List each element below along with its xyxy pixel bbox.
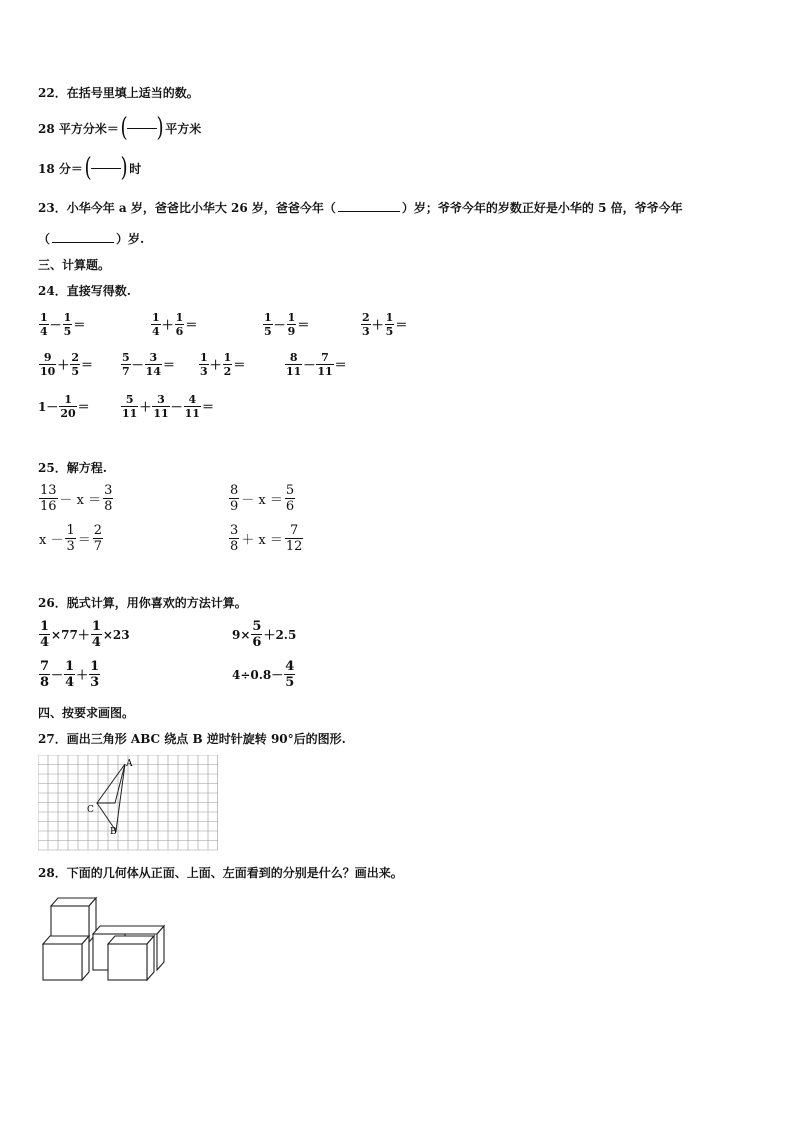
numerator: 9 [43,351,52,364]
fraction [284,660,295,689]
cube-top-face [51,898,96,906]
numerator: 2 [93,523,103,538]
q25-equation-4 [228,524,304,553]
fraction [285,524,304,553]
q25-equation-3 [38,524,104,553]
numerator: 5 [285,483,295,498]
q26-expression-1 [38,620,130,649]
q23-part3-close: ）岁. [116,232,145,246]
fraction [361,312,371,337]
denominator: 11 [122,407,138,420]
numerator: 2 [71,351,79,364]
fraction [285,352,302,377]
operator: － [49,318,62,332]
numerator: 1 [223,351,232,364]
fraction [175,312,185,337]
operator: － [303,358,316,372]
operator: － [131,358,144,372]
numerator: 1 [264,311,272,324]
q22-line2-right: 时 [129,161,142,176]
numerator: 7 [40,659,50,674]
equation-middle: － x ＝ [59,493,102,508]
fraction [385,312,395,337]
denominator: 5 [71,365,79,378]
numerator: 1 [200,351,208,364]
equals-sign: ＝ [201,400,214,414]
fraction [39,352,56,377]
denominator: 11 [286,365,302,378]
q24-item-8 [284,352,347,377]
numerator: 8 [230,483,239,498]
equals-sign: ＝ [185,318,198,332]
numerator: 5 [125,393,134,406]
numerator: 3 [104,483,113,498]
fraction [39,660,50,689]
equals-sign: ＝ [297,318,310,332]
numerator: 8 [289,351,298,364]
denominator: 10 [40,365,56,378]
fraction [251,620,262,649]
numerator: 1 [287,311,296,324]
numerator: 4 [285,659,295,674]
fraction [103,484,113,513]
cube-front-face [108,944,147,980]
equals-sign: ＝ [77,400,90,414]
operator: － [170,400,183,414]
cube-top-face [93,926,164,934]
operator: ＋ [161,318,174,332]
q28-title: 28．下面的几何体从正面、上面、左面看到的分别是什么？画出来。 [38,866,403,880]
operator: － [51,668,64,682]
rotation-grid-figure[interactable] [38,755,218,851]
numerator: 4 [188,393,197,406]
numerator: 1 [66,523,75,538]
numerator: 5 [252,619,262,634]
fraction [65,524,75,553]
q23-part1: 23．小华今年 a 岁，爸爸比小华大 26 岁，爸爸今年（ [38,201,336,215]
fraction [121,394,138,419]
cube-side-face [147,936,154,980]
q23-line2 [38,230,144,247]
numerator: 5 [122,351,130,364]
fraction [59,394,76,419]
denominator: 4 [91,635,101,650]
operator: － [273,318,286,332]
denominator: 4 [152,325,160,338]
q26-expression-3 [38,660,101,689]
fraction [89,660,100,689]
denominator: 2 [223,365,232,378]
numerator: 1 [40,619,50,634]
numerator: 1 [65,659,75,674]
fraction [39,484,58,513]
fraction [70,352,80,377]
denominator: 11 [153,407,169,420]
q23-part2: ）岁；爷爷今年的岁数正好是小华的 5 倍，爷爷今年 [401,201,683,215]
equals-sign: ＝ [73,318,86,332]
denominator: 3 [362,325,370,338]
q23-part3-open: （ [38,232,51,246]
fraction [263,312,273,337]
denominator: 8 [104,499,113,514]
label-a: A [126,759,133,769]
fraction [287,312,297,337]
answer-blank[interactable] [338,200,400,212]
q26-expression-2 [232,620,296,649]
operator: ＋ [371,318,384,332]
q22-line1-left: 28 平方分米＝ [38,121,119,136]
denominator: 5 [264,325,272,338]
denominator: 5 [285,675,295,690]
denominator: 8 [230,539,239,554]
equation-middle: － x ＝ [241,493,283,508]
numerator: 7 [290,523,299,538]
equals-sign: ＝ [162,358,175,372]
denominator: 7 [93,539,103,554]
q22-line1-right: 平方米 [165,121,202,136]
denominator: 12 [285,539,303,554]
q22-line1 [38,115,201,141]
fraction [93,524,103,553]
denominator: 11 [317,365,333,378]
denominator: 4 [40,325,48,338]
fraction [91,620,102,649]
denominator: 11 [184,407,200,420]
equals-sign: ＝ [334,358,347,372]
q26-title: 26．脱式计算，用你喜欢的方法计算。 [38,596,247,610]
operator: ＋ [139,400,152,414]
q25-equation-1 [38,484,114,513]
numerator: 1 [90,659,100,674]
answer-blank[interactable] [52,231,114,243]
q22-line2 [38,155,141,181]
cube-stack-figure [38,892,168,984]
label-b: B [110,827,117,837]
equation-middle: ＋ x ＝ [241,533,283,548]
denominator: 6 [285,499,295,514]
expr-middle: ×77＋ [51,628,90,642]
operator: ＋ [209,358,222,372]
numerator: 3 [230,523,239,538]
equals-sign: ＝ [233,358,246,372]
fraction [316,352,333,377]
denominator: 14 [145,365,161,378]
cube-front-face [43,944,82,980]
numerator: 1 [91,619,101,634]
q24-item-10 [120,394,214,419]
equals-sign: ＝ [80,358,93,372]
answer-blank[interactable]: ( ) [84,153,128,183]
fraction [229,484,239,513]
answer-blank[interactable]: ( ) [120,113,164,143]
equals-sign: ＝ [395,318,408,332]
denominator: 9 [230,499,239,514]
fraction [285,484,295,513]
cube-side-face [82,936,89,980]
fraction [39,620,50,649]
q24-item-6 [120,352,175,377]
denominator: 3 [200,365,208,378]
fraction [223,352,233,377]
q24-item-2 [150,312,197,337]
fraction [229,524,239,553]
q25-title: 25．解方程. [38,461,107,475]
cube-top-face [108,936,154,944]
denominator: 5 [385,325,394,338]
expr-tail: ×23 [102,627,130,642]
fraction [39,312,49,337]
q25-equation-2 [228,484,296,513]
numerator: 1 [175,311,184,324]
operator: ＋ [57,358,70,372]
label-c: C [87,805,94,815]
numerator: 1 [64,393,72,406]
q24-item-1 [38,312,85,337]
fraction [184,394,201,419]
expr-lead: 1－ [38,400,59,414]
numerator: 1 [152,311,160,324]
q24-item-7 [198,352,245,377]
fraction [199,352,209,377]
fraction [63,312,73,337]
q22-line2-left: 18 分＝ [38,161,83,176]
denominator: 7 [122,365,130,378]
denominator: 4 [65,675,75,690]
section-4-heading: 四、按要求画图。 [38,706,135,720]
numerator: 1 [385,311,394,324]
denominator: 3 [66,539,75,554]
q22-title: 22．在括号里填上适当的数。 [38,86,199,100]
denominator: 3 [90,675,100,690]
cube-top-face [43,936,89,944]
q24-item-3 [262,312,309,337]
q24-item-9 [38,394,90,419]
denominator: 20 [60,407,76,420]
fraction [151,312,161,337]
denominator: 8 [40,675,50,690]
fraction [152,394,169,419]
numerator: 2 [362,311,370,324]
equation-middle: ＝ [77,533,91,548]
q27-title: 27．画出三角形 ABC 绕点 B 逆时针旋转 90°后的图形. [38,732,346,746]
fraction [121,352,131,377]
fraction [145,352,162,377]
expr-lead: 4÷0.8－ [232,668,284,682]
grid-lines [38,755,218,850]
numerator: 13 [40,483,57,498]
numerator: 1 [63,311,72,324]
q24-item-5 [38,352,93,377]
denominator: 4 [40,635,50,650]
numerator: 1 [40,311,48,324]
denominator: 9 [287,325,296,338]
denominator: 16 [40,499,57,514]
denominator: 5 [63,325,72,338]
denominator: 6 [252,635,262,650]
operator: ＋ [76,668,89,682]
expr-lead: 9× [232,627,251,642]
section-3-heading: 三、计算题。 [38,258,111,272]
denominator: 6 [175,325,184,338]
numerator: 3 [149,351,158,364]
q24-item-4 [360,312,407,337]
q26-expression-4 [232,660,296,689]
equation-lead: x － [39,533,64,548]
q24-title: 24．直接写得数. [38,284,131,298]
q23-line1 [38,199,683,216]
cube-side-face [157,926,164,970]
fraction [64,660,75,689]
numerator: 3 [157,393,165,406]
numerator: 7 [321,351,329,364]
expr-tail: ＋2.5 [263,628,297,642]
